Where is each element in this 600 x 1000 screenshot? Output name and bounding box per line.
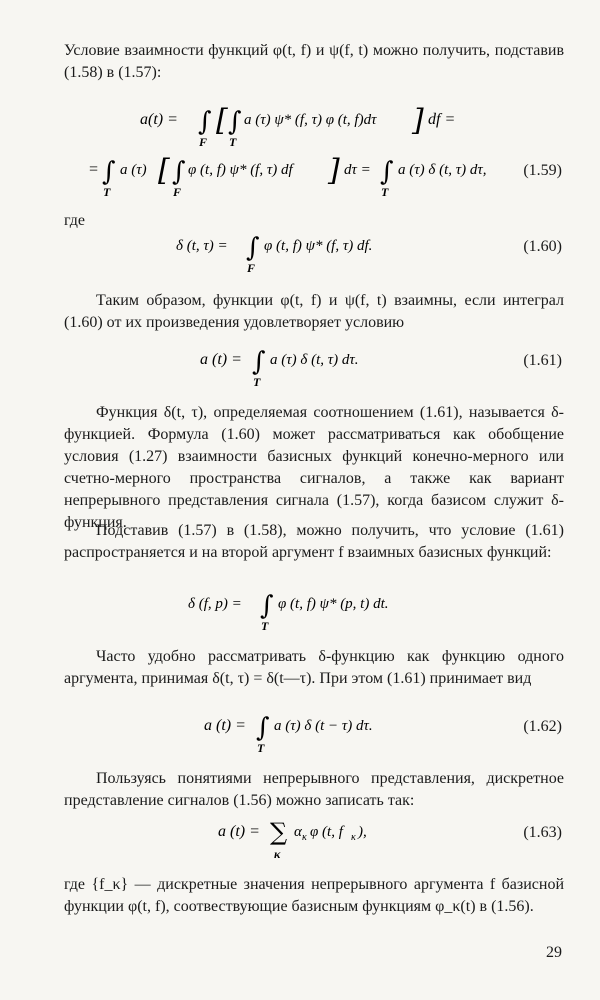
svg-text:∫: ∫ (260, 591, 274, 621)
svg-text:a (t) =: a (t) = (200, 351, 242, 368)
equation-1-59-line1 (140, 102, 470, 153)
svg-text:∫: ∫ (246, 233, 260, 263)
svg-text:δ (f, p) =: δ (f, p) = (188, 596, 242, 612)
equation-number-1-61: (1.61) (523, 352, 562, 369)
svg-text:α: α (294, 824, 302, 840)
svg-text:T: T (229, 135, 237, 148)
svg-text:φ (t, f) ψ* (p, t) dt.: φ (t, f) ψ* (p, t) dt. (278, 596, 389, 612)
equation-1-63-graphic (218, 812, 418, 866)
svg-text:∫: ∫ (256, 713, 270, 743)
svg-text:φ (t, f) ψ* (f, τ) df: φ (t, f) ψ* (f, τ) df (188, 162, 293, 178)
equation-1-59-line1-graphic (140, 102, 470, 148)
svg-text:∫: ∫ (228, 107, 242, 137)
svg-text:F: F (199, 135, 208, 148)
equation-number-1-59: (1.59) (523, 162, 562, 179)
paragraph-5: Часто удобно рассматривать δ-функцию как функцию одного аргумента, принимая δ(t, τ) = δ(t—τ). При этом (1.61) принимает вид (64, 648, 564, 687)
equation-1-61 (200, 340, 400, 395)
paragraph-7: где {f_κ} — дискретные значения непрерывного аргумента f базисной функции φ(t, f), соотвествующие базисным функциям φ_κ(t) в (1.56). (64, 876, 564, 915)
svg-text:∫: ∫ (198, 107, 212, 137)
svg-text:a(t) =: a(t) = (140, 111, 178, 128)
equation-1-59-line2-graphic (88, 150, 508, 200)
svg-text:δ (t, τ) =: δ (t, τ) = (176, 238, 228, 254)
svg-text:F: F (247, 261, 256, 275)
svg-text:df =: df = (428, 111, 456, 128)
svg-text:T: T (103, 185, 111, 199)
svg-text:]: ] (328, 153, 340, 188)
svg-text:dτ =: dτ = (344, 162, 371, 178)
paragraph-3: Функция δ(t, τ), определяемая соотношением (1.61), называется δ-функцией. Формула (1.60) может рассматриваться как обобщение условия (1.27) взаимности базисных функций конечно-мерного или счетно-мерного пространства сигналов, а также как вариант непрерывного представления сигнала (1.57), когда базисом служит δ-функция. (64, 404, 564, 531)
equation-1-59-line2 (88, 150, 508, 205)
svg-text:φ (t, f: φ (t, f (310, 824, 343, 840)
equation-number-1-63: (1.63) (523, 824, 562, 841)
svg-text:κ: κ (302, 832, 307, 843)
svg-text:∑: ∑ (270, 818, 288, 846)
paragraph-4: Подставив (1.57) в (1.58), можно получить, что условие (1.61) распространяется и на второй аргумент f взаимных базисных функций: (64, 522, 564, 561)
svg-text:∫: ∫ (380, 157, 394, 187)
svg-text:a (t) =: a (t) = (204, 717, 246, 734)
paragraph-1: Условие взаимности функций φ(t, f) и ψ(f, t) можно получить, подставив (1.58) в (1.57): (64, 42, 564, 81)
equation-1-60 (176, 226, 416, 281)
svg-text:),: ), (358, 824, 367, 840)
paragraph-2: Таким образом, функции φ(t, f) и ψ(f, t) взаимны, если интеграл (1.60) от их произведения удовлетворяет условию (64, 292, 564, 331)
svg-text:a (τ) δ (t, τ) dτ.: a (τ) δ (t, τ) dτ. (270, 352, 359, 368)
svg-text:∫: ∫ (252, 347, 266, 377)
equation-1-61-graphic (200, 340, 400, 390)
svg-text:a (t) =: a (t) = (218, 823, 260, 840)
svg-text:a (τ) δ (t, τ) dτ,: a (τ) δ (t, τ) dτ, (398, 162, 487, 178)
svg-text:a (τ): a (τ) (120, 162, 147, 178)
svg-text:T: T (253, 375, 261, 389)
equation-delta-f-p-graphic (188, 584, 428, 634)
page-number: 29 (546, 944, 562, 961)
svg-text:a (τ) δ (t − τ) dτ.: a (τ) δ (t − τ) dτ. (274, 718, 373, 734)
equation-1-62-graphic (204, 706, 424, 756)
svg-text:κ: κ (274, 847, 281, 861)
svg-text:=: = (88, 161, 99, 178)
svg-text:]: ] (412, 103, 424, 138)
equation-number-1-62: (1.62) (523, 718, 562, 735)
equation-1-60-graphic (176, 226, 416, 276)
svg-text:T: T (257, 741, 265, 755)
svg-text:F: F (173, 185, 182, 199)
equation-delta-f-p (188, 584, 428, 639)
svg-text:T: T (381, 185, 389, 199)
svg-text:[: [ (216, 103, 228, 138)
svg-text:a (τ) ψ* (f, τ) φ (t, f)dτ: a (τ) ψ* (f, τ) φ (t, f)dτ (244, 112, 377, 128)
svg-text:∫: ∫ (172, 157, 186, 187)
paragraph-6: Пользуясь понятиями непрерывного представления, дискретное представление сигналов (1.56) можно записать так: (64, 770, 564, 809)
equation-1-62 (204, 706, 424, 761)
equation-1-63 (218, 812, 418, 871)
svg-text:∫: ∫ (102, 157, 116, 187)
equation-number-1-60: (1.60) (523, 238, 562, 255)
svg-text:κ: κ (351, 832, 356, 843)
svg-text:[: [ (158, 153, 170, 188)
svg-text:T: T (261, 619, 269, 633)
where-label: где (64, 212, 86, 229)
svg-text:φ (t, f) ψ* (f, τ) df.: φ (t, f) ψ* (f, τ) df. (264, 238, 373, 254)
